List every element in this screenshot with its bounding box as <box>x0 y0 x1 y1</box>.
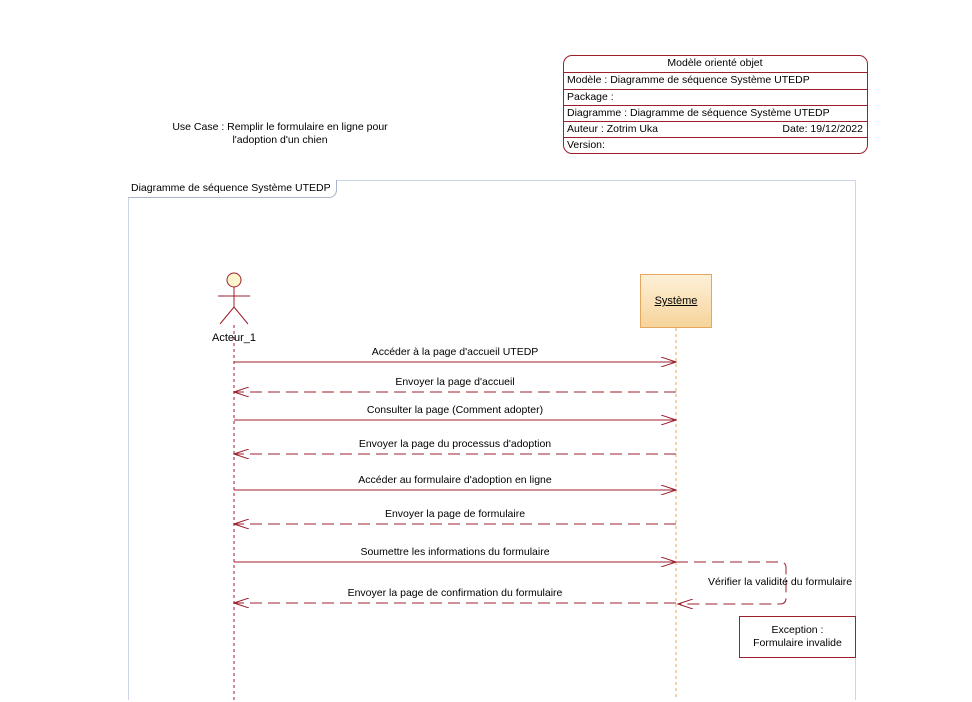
message-label-4: Envoyer la page du processus d'adoption <box>358 438 552 450</box>
exception-line-2: Formulaire invalide <box>753 637 842 649</box>
message-label-5: Accéder au formulaire d'adoption en ligne <box>358 474 552 486</box>
message-label-6: Envoyer la page de formulaire <box>384 508 526 520</box>
message-label-3: Consulter la page (Comment adopter) <box>366 404 544 416</box>
message-label-1: Accéder à la page d'accueil UTEDP <box>371 346 539 358</box>
info-package: Package : <box>564 89 867 105</box>
exception-note <box>739 616 856 658</box>
message-label-2: Envoyer la page d'accueil <box>395 376 515 388</box>
message-label-7: Soumettre les informations du formulaire <box>360 546 550 558</box>
info-author: Auteur : Zotrim Uka <box>567 123 659 136</box>
frame-title: Diagramme de séquence Système UTEDP <box>128 180 337 198</box>
exception-line-1: Exception : <box>771 624 824 636</box>
use-case-line-2: l'adoption d'un chien <box>232 134 328 146</box>
actor-icon <box>218 273 250 324</box>
info-diagram: Diagramme : Diagramme de séquence Système UTEDP <box>564 105 867 121</box>
info-title: Modèle orienté objet <box>667 57 763 69</box>
actor-name: Acteur_1 <box>211 332 257 344</box>
message-label-8: Envoyer la page de confirmation du formulaire <box>347 587 563 599</box>
info-model: Modèle : Diagramme de séquence Système UTEDP <box>564 72 867 88</box>
info-version: Version: <box>564 137 867 153</box>
self-message-label: Vérifier la validité du formulaire <box>708 576 853 588</box>
system-name: Système <box>654 295 698 307</box>
system-lifeline-head <box>640 274 712 328</box>
info-date: Date: 19/12/2022 <box>782 123 863 136</box>
use-case-line-1: Use Case : Remplir le formulaire en ligne pour <box>172 121 388 133</box>
